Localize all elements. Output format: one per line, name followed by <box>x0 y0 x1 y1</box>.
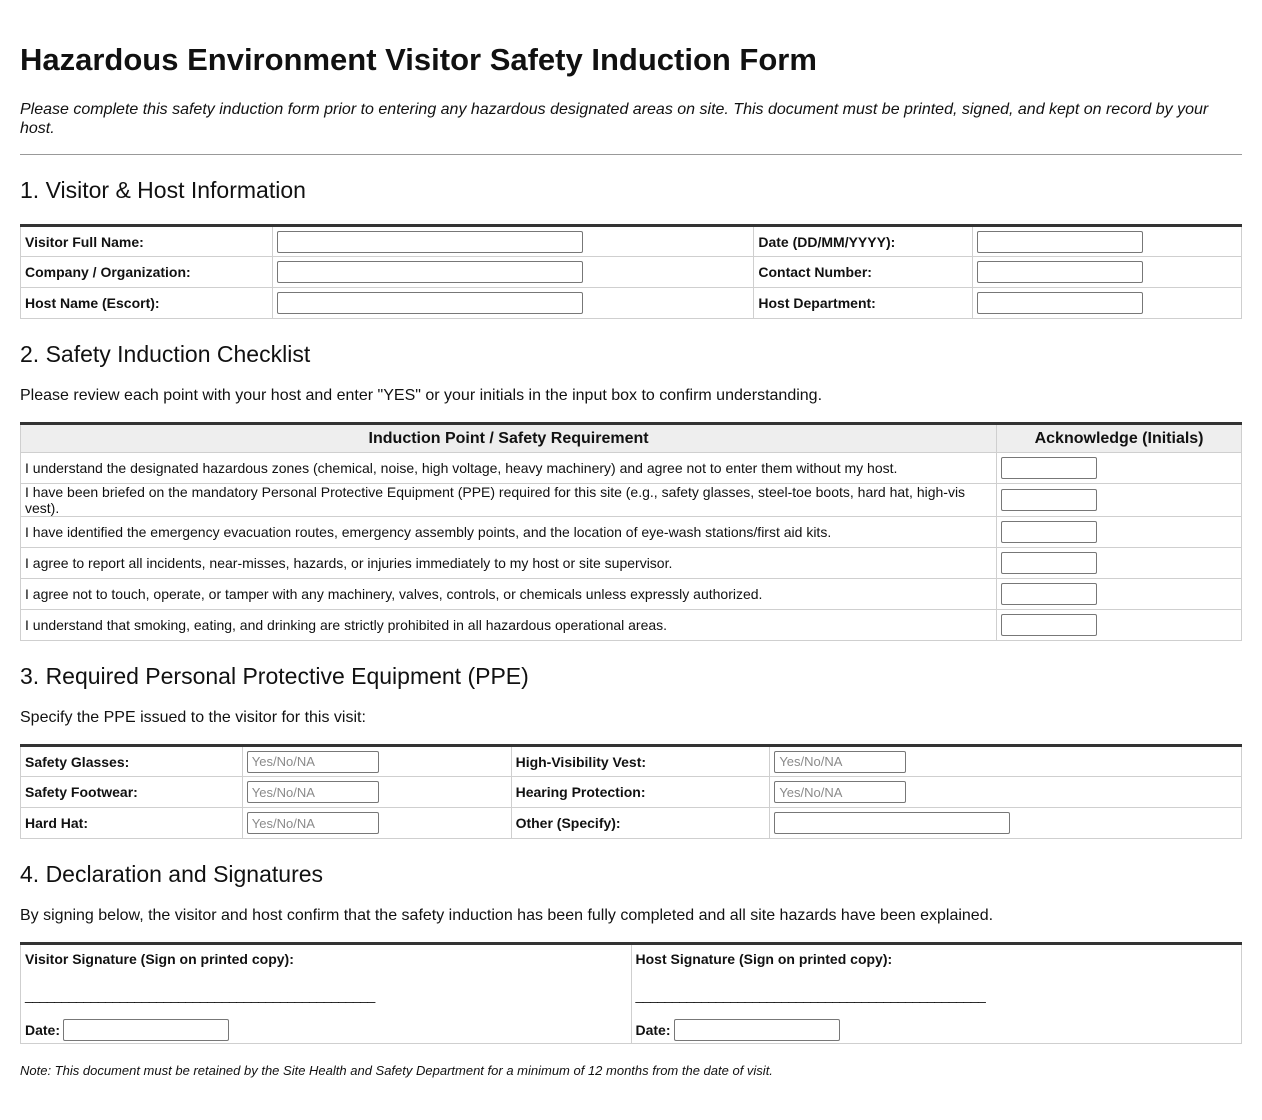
signature-table <box>20 942 1242 1044</box>
hard-hat-field[interactable] <box>247 812 379 834</box>
column-header-ack: Acknowledge (Initials) <box>997 424 1242 453</box>
high-vis-vest-field[interactable] <box>774 751 906 773</box>
section4-heading: 4. Declaration and Signatures <box>20 861 324 887</box>
table-row <box>21 777 1242 808</box>
checklist-item: I have been briefed on the mandatory Personal Protective Equipment (PPE) required for this site (e.g., safety glasses, steel-toe boots, hard hat, high-vis vest). <box>21 484 997 517</box>
host-name-label: Host Name (Escort): <box>21 288 273 319</box>
visitor-date-label: Date: <box>25 1022 61 1038</box>
table-row <box>21 548 1242 579</box>
hard-hat-label: Hard Hat: <box>21 808 243 839</box>
ack-cell <box>997 484 1242 517</box>
visitor-signature-line: ________________________________________________ <box>25 987 375 1003</box>
contact-number-cell <box>973 257 1242 288</box>
checklist-item: I agree not to touch, operate, or tamper with any machinery, valves, controls, or chemicals unless expressly authorized. <box>21 579 997 610</box>
ppe-table <box>20 744 1242 839</box>
visitor-date-row <box>25 1019 627 1041</box>
table-row <box>21 484 1242 517</box>
host-signature-label: Host Signature (Sign on printed copy): <box>635 951 893 967</box>
safety-footwear-cell <box>242 777 511 808</box>
hearing-protection-label: Hearing Protection: <box>511 777 770 808</box>
checklist-item: I understand the designated hazardous zones (chemical, noise, high voltage, heavy machinery) and agree not to enter them without my host. <box>21 453 997 484</box>
host-department-field[interactable] <box>977 292 1143 314</box>
checklist-header-row <box>21 424 1242 453</box>
section2-heading: 2. Safety Induction Checklist <box>20 341 311 367</box>
signature-row <box>21 944 1242 1044</box>
section4-lead: By signing below, the visitor and host confirm that the safety induction has been fully completed and all site hazards have been explained. <box>20 907 994 924</box>
safety-glasses-cell <box>242 746 511 777</box>
table-row <box>21 808 1242 839</box>
host-date-field[interactable] <box>674 1019 840 1041</box>
table-row <box>21 579 1242 610</box>
other-ppe-field[interactable] <box>774 812 1010 834</box>
ack-input[interactable] <box>1001 583 1097 605</box>
table-row <box>21 517 1242 548</box>
company-cell <box>272 257 754 288</box>
hearing-protection-cell <box>770 777 1242 808</box>
high-vis-vest-label: High-Visibility Vest: <box>511 746 770 777</box>
checklist-item: I understand that smoking, eating, and drinking are strictly prohibited in all hazardous operational areas. <box>21 610 997 641</box>
safety-footwear-field[interactable] <box>247 781 379 803</box>
safety-glasses-label: Safety Glasses: <box>21 746 243 777</box>
table-row <box>21 257 1242 288</box>
host-date-row <box>636 1019 1238 1041</box>
host-signature-line: ________________________________________________ <box>635 987 986 1003</box>
hard-hat-cell <box>242 808 511 839</box>
section3-lead: Specify the PPE issued to the visitor for this visit: <box>20 709 366 726</box>
contact-number-field[interactable] <box>977 261 1143 283</box>
visitor-name-field[interactable] <box>277 231 583 253</box>
hearing-protection-field[interactable] <box>774 781 906 803</box>
retention-note: Note: This document must be retained by the Site Health and Safety Department for a minimum of 12 months from the date of visit. <box>20 1063 773 1078</box>
contact-number-label: Contact Number: <box>754 257 973 288</box>
date-label: Date (DD/MM/YYYY): <box>754 226 973 257</box>
host-department-label: Host Department: <box>754 288 973 319</box>
table-row <box>21 746 1242 777</box>
host-date-label: Date: <box>635 1022 671 1038</box>
date-cell <box>973 226 1242 257</box>
visitor-signature-label: Visitor Signature (Sign on printed copy): <box>25 951 294 967</box>
ack-input[interactable] <box>1001 457 1097 479</box>
table-row <box>21 288 1242 319</box>
checklist-item: I agree to report all incidents, near-misses, hazards, or injuries immediately to my host or site supervisor. <box>21 548 997 579</box>
host-name-field[interactable] <box>277 292 583 314</box>
host-signature-cell <box>631 944 1242 1044</box>
ack-input[interactable] <box>1001 552 1097 574</box>
ack-cell <box>997 453 1242 484</box>
checklist-table <box>20 422 1242 641</box>
ack-cell <box>997 610 1242 641</box>
section3-heading: 3. Required Personal Protective Equipment (PPE) <box>20 663 529 689</box>
visitor-signature-cell <box>21 944 632 1044</box>
section1-heading: 1. Visitor & Host Information <box>20 177 306 203</box>
company-label: Company / Organization: <box>21 257 273 288</box>
ack-input[interactable] <box>1001 614 1097 636</box>
company-field[interactable] <box>277 261 583 283</box>
other-ppe-label: Other (Specify): <box>511 808 770 839</box>
other-ppe-cell <box>770 808 1242 839</box>
safety-footwear-label: Safety Footwear: <box>21 777 243 808</box>
table-row <box>21 226 1242 257</box>
ack-cell <box>997 517 1242 548</box>
safety-glasses-field[interactable] <box>247 751 379 773</box>
ack-input[interactable] <box>1001 521 1097 543</box>
host-name-cell <box>272 288 754 319</box>
visitor-name-cell <box>272 226 754 257</box>
page-title: Hazardous Environment Visitor Safety Induction Form <box>20 42 817 77</box>
ack-input[interactable] <box>1001 489 1097 511</box>
visitor-host-table <box>20 224 1242 319</box>
high-vis-vest-cell <box>770 746 1242 777</box>
ack-cell <box>997 548 1242 579</box>
date-field[interactable] <box>977 231 1143 253</box>
host-department-cell <box>973 288 1242 319</box>
section2-lead: Please review each point with your host and enter "YES" or your initials in the input box to confirm understanding. <box>20 387 823 404</box>
visitor-name-label: Visitor Full Name: <box>21 226 273 257</box>
visitor-date-field[interactable] <box>63 1019 229 1041</box>
table-row <box>21 453 1242 484</box>
checklist-item: I have identified the emergency evacuation routes, emergency assembly points, and the location of eye-wash stations/first aid kits. <box>21 517 997 548</box>
divider <box>20 154 1242 155</box>
intro-text: Please complete this safety induction form prior to entering any hazardous designated areas on site. This document must be printed, signed, and kept on record by your host. <box>20 101 1209 137</box>
table-row <box>21 610 1242 641</box>
ack-cell <box>997 579 1242 610</box>
column-header-point: Induction Point / Safety Requirement <box>21 424 997 453</box>
